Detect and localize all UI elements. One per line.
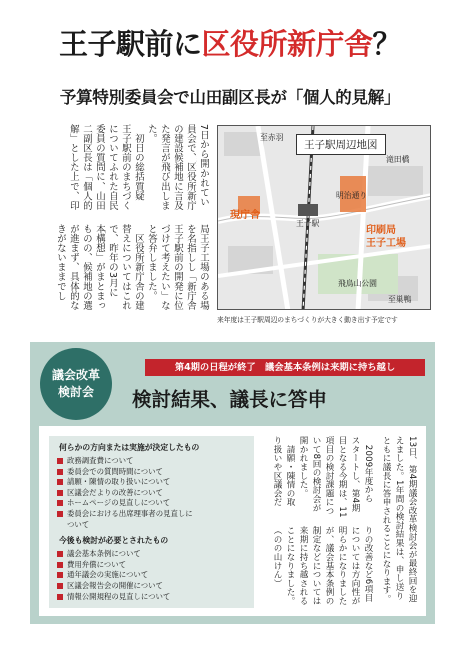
list-item	[55, 581, 248, 592]
badge-line: 検討会	[57, 385, 94, 399]
article-column: についてふれた自民	[107, 124, 118, 211]
list-heading: 今後も検討が必要とされたもの	[59, 536, 169, 546]
subhead: 予算特別委員会で山田副区長が「個人的見解」	[59, 88, 401, 107]
map-caption: 来年度は王子駅周辺のまちづくりが大きく動き出す予定です	[217, 316, 398, 324]
red-subtitle-bar: 第4期の日程が終了 議会基本条例は来期に持ち越し	[145, 359, 425, 376]
red-square-icon	[57, 511, 63, 517]
panel-column: 項目の検討課題につ	[324, 436, 334, 516]
list-item-text: 委員会での質問時間について	[67, 466, 163, 476]
list-item	[55, 592, 248, 603]
list-item-text: 通年議会の実施について	[67, 570, 149, 580]
map-label-street: 明治通り	[336, 191, 368, 200]
list-item	[55, 560, 248, 571]
red-square-icon	[57, 594, 63, 600]
panel-column: スタートし、第4期	[350, 436, 360, 513]
panel-column: 制定などについては	[311, 526, 321, 606]
list-item-text: 政務調査費について	[67, 456, 134, 465]
panel-column: り扱いや区議会だ	[272, 436, 282, 507]
article-column: と答弁しました。	[146, 224, 157, 301]
red-square-icon	[57, 479, 63, 485]
panel-column: 13日、第4期議会改革検討会が最終回を迎	[407, 436, 417, 603]
headline	[0, 22, 460, 63]
map-label-park: 飛鳥山公園	[338, 279, 377, 288]
article-column: 解」とした上で、印	[68, 124, 79, 211]
panel-column: については方向性が	[350, 526, 360, 606]
list-item-text: ホームページの見直しについて	[67, 498, 171, 508]
panel-column: 2009年度から	[363, 436, 373, 503]
council-reform-panel	[30, 342, 435, 624]
panel-inner	[39, 426, 426, 616]
map-label-station: 王子駅	[296, 219, 320, 228]
map-label-akabane: 至赤羽	[260, 133, 284, 142]
article-column: で、昨年の3月に	[107, 224, 118, 298]
panel-column: 明らかになりました	[337, 526, 347, 606]
red-square-icon	[57, 572, 63, 578]
red-square-icon	[57, 490, 63, 496]
article-column: 初日の総括質疑	[133, 133, 144, 201]
article-column: 本構想」がまとまっ	[94, 224, 105, 311]
article-column: た発言が飛び出しま	[159, 124, 170, 211]
panel-title: 検討結果、議長に答申	[132, 388, 328, 411]
article-column: 区役所新庁舎の建	[133, 233, 144, 311]
map-title: 王子駅周辺地図	[296, 134, 386, 155]
article-column: 員会で、区役所新庁	[185, 124, 196, 211]
oji-station-map	[217, 125, 431, 310]
map-label-takita: 滝田橋	[386, 155, 410, 164]
article-column: 王子駅前の開発に位	[172, 224, 183, 311]
list-item	[55, 570, 248, 581]
article-column: の建設候補地に言及	[172, 124, 183, 211]
map-label-factory-1: 印刷局	[366, 225, 396, 236]
panel-column: 来期に持ち越される	[298, 526, 308, 606]
red-square-icon	[57, 562, 63, 568]
panel-column: ともに議長に答申されることになります。	[381, 436, 391, 604]
panel-column: が、議会基本条例の	[324, 526, 334, 606]
headline-part-station: 王子駅前	[58, 27, 173, 61]
reform-badge	[40, 348, 112, 420]
article-column: が進まず、具体的な	[68, 224, 79, 311]
list-item	[55, 509, 248, 520]
article-column: 王子駅前のまちづく	[120, 124, 131, 211]
panel-column: 目となる今期は、11	[337, 436, 347, 518]
red-square-icon	[57, 500, 63, 506]
red-square-icon	[57, 583, 63, 589]
list-item	[55, 498, 248, 509]
list-item-text: 区議会報告会の開催について	[67, 580, 163, 590]
list-heading: 何らかの方向または実施が決定したもの	[59, 443, 200, 452]
red-square-icon	[57, 458, 63, 464]
headline-part-question: ？	[372, 27, 402, 61]
list-item-text: 委員会における出席理事者の見直しに	[67, 508, 193, 518]
map-label-cityhall: 現庁舎	[230, 210, 260, 221]
list-item	[55, 467, 248, 478]
list-item-text: 区議会だよりの改善について	[67, 487, 163, 497]
badge-line: 議会改革	[51, 368, 100, 382]
article-column: 二副区長は「個人的	[81, 124, 92, 211]
article-column: を名指しし「新庁舎	[185, 224, 196, 311]
panel-column: 請願・陳情の取	[285, 436, 295, 507]
article-column: 替えについてはこれ	[120, 224, 131, 311]
panel-column: （のの山けん）	[272, 526, 282, 588]
article-column: 7日から開かれてい	[198, 124, 209, 207]
panel-column: ことになりました。	[285, 526, 295, 606]
article-column: ものの、候補地の選	[81, 224, 92, 311]
red-square-icon	[57, 551, 63, 557]
article-column: きがないままでし	[55, 224, 66, 301]
panel-column: いて8回の検討会が	[311, 436, 321, 513]
list-item-text: 情報公開規程の見直しについて	[67, 591, 171, 601]
panel-column: 開かれました。	[298, 436, 308, 498]
list-item-text: 請願・陳情の取り扱いについて	[67, 477, 171, 487]
red-square-icon	[57, 469, 63, 475]
headline-part-cityhall: 区役所新庁舎	[201, 27, 373, 61]
list-item-text: 費用弁償について	[67, 559, 126, 569]
panel-column: りの改善など6項目	[363, 526, 373, 603]
panel-column: えました。1年間の検討結果は、申し送り	[394, 436, 404, 601]
article-column: づけて考えたい」な	[159, 224, 170, 311]
article-column: 局王子工場のある場	[198, 224, 209, 311]
map-label-factory-2: 王子工場	[366, 238, 406, 249]
decision-list-box	[49, 436, 254, 608]
map-label-sugamo: 至巣鴨	[388, 295, 412, 304]
list-item	[55, 549, 248, 560]
list-item	[55, 456, 248, 467]
article-column: 委員の質問に、山田	[94, 124, 105, 211]
list-item-continuation: ついて	[67, 519, 90, 529]
list-item	[55, 488, 248, 499]
list-item	[55, 477, 248, 488]
article-column: た。	[146, 124, 157, 144]
list-item-text: 議会基本条例について	[67, 549, 141, 559]
headline-part-ni: に	[172, 27, 202, 61]
